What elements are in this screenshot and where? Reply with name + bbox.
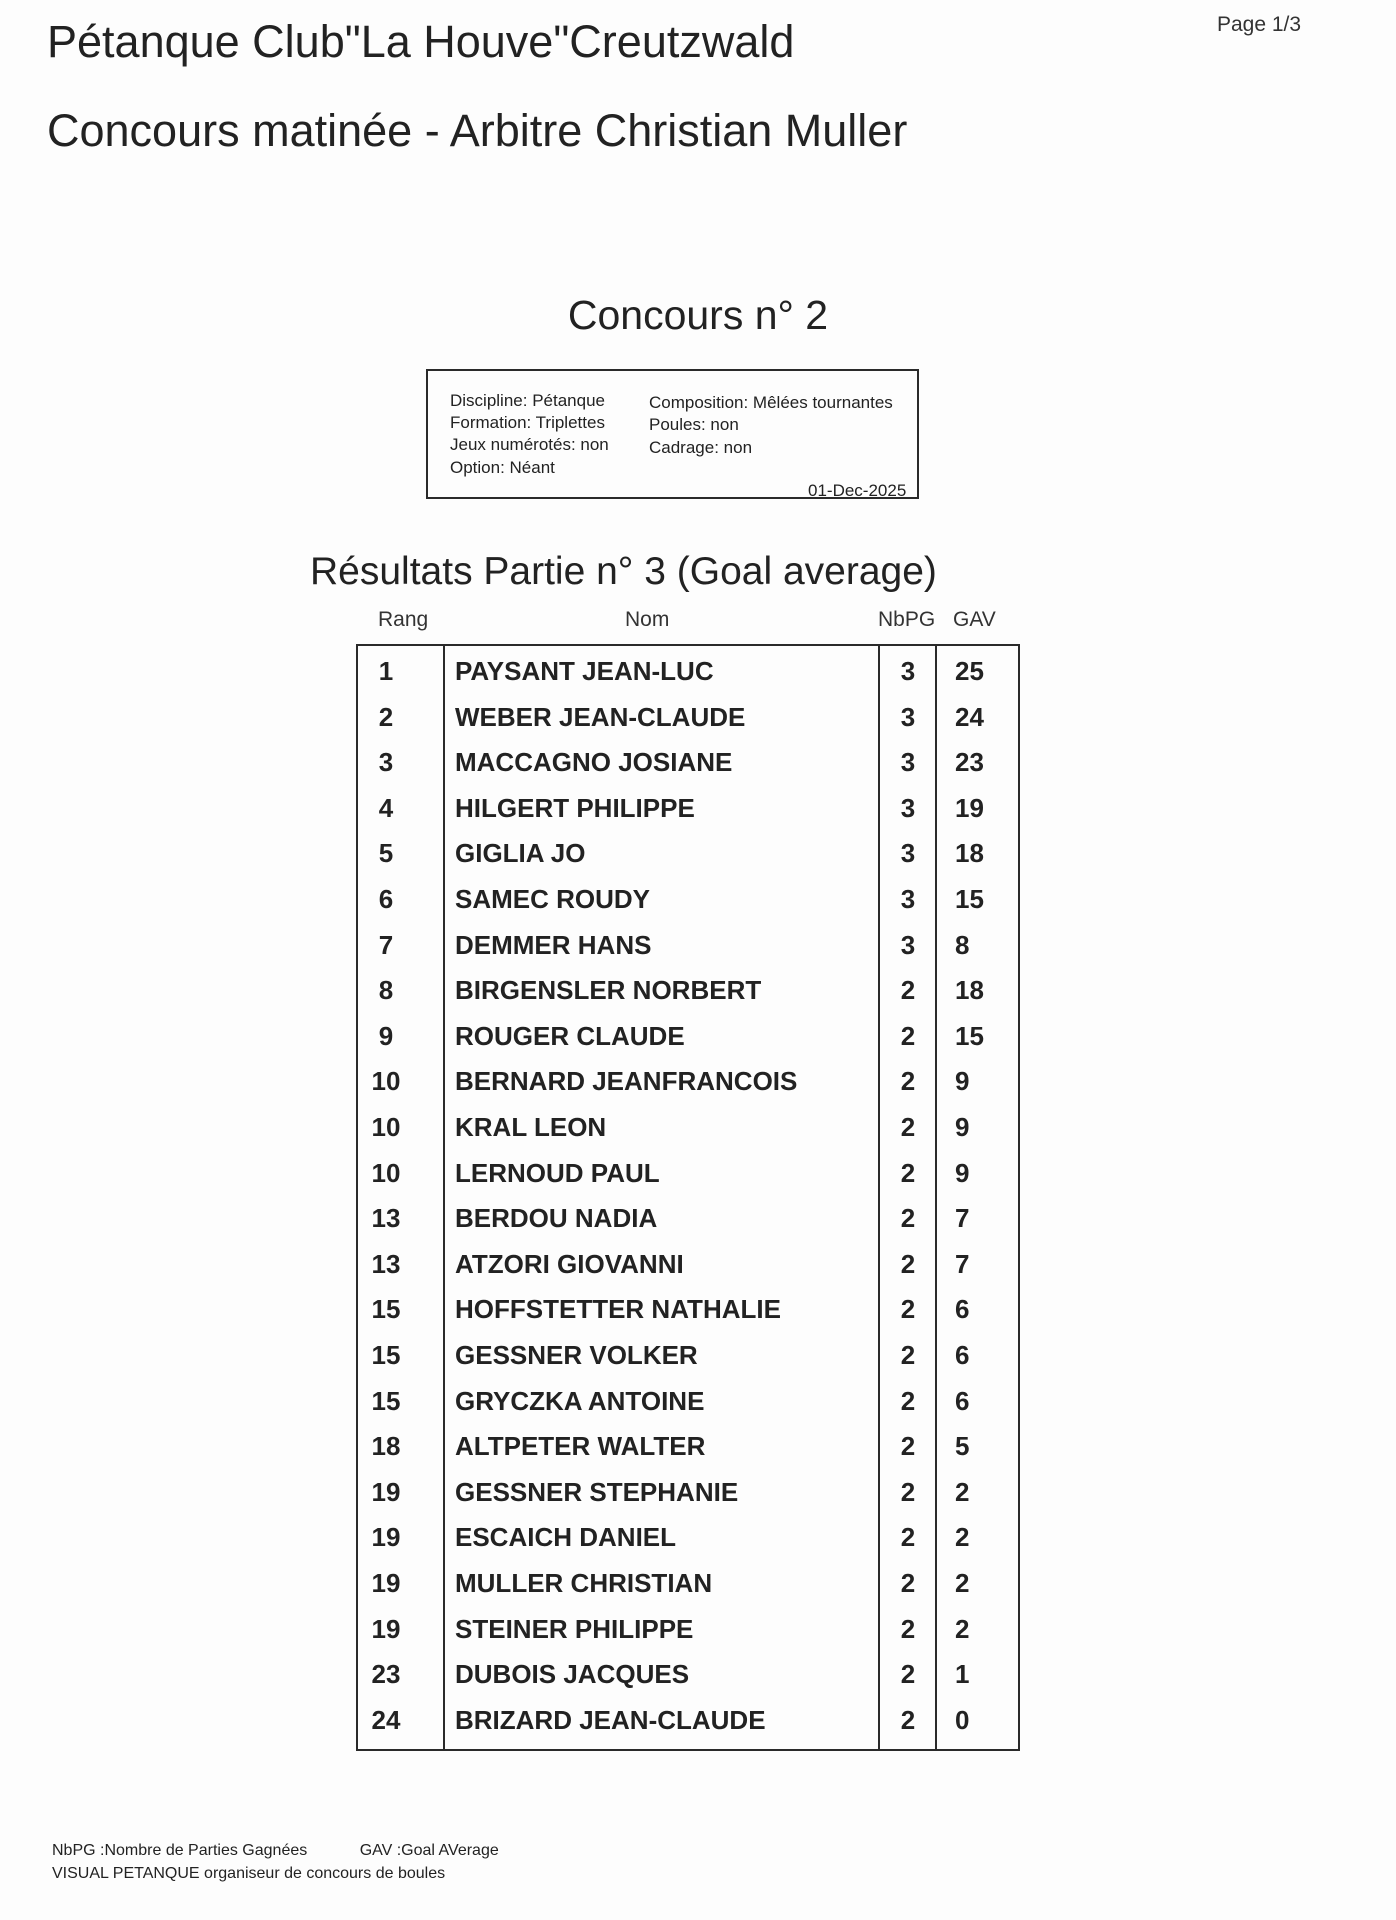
cell-nom: HOFFSTETTER NATHALIE [455, 1294, 781, 1325]
cell-nbpg: 2 [900, 1020, 916, 1051]
cell-nom: STEINER PHILIPPE [455, 1613, 694, 1644]
legend-gav: GAV :Goal AVerage [359, 1842, 499, 1859]
cell-nom: SAMEC ROUDY [455, 884, 651, 914]
column-header-rang: Rang [378, 608, 429, 631]
results-title: Résultats Partie n° 3 (Goal average) [310, 550, 937, 593]
cell-gav: 15 [955, 884, 984, 914]
cell-nom: ESCAICH DANIEL [455, 1522, 677, 1553]
column-header-nom: Nom [625, 608, 670, 631]
concours-title: Concours n° 2 [567, 292, 829, 338]
cell-nbpg: 2 [900, 975, 916, 1006]
cell-nom: BRIZARD JEAN-CLAUDE [455, 1704, 766, 1735]
cell-gav: 5 [955, 1431, 970, 1462]
cell-nom: BIRGENSLER NORBERT [455, 975, 762, 1006]
cell-rang: 13 [371, 1203, 401, 1234]
cell-rang: 19 [371, 1522, 401, 1553]
cell-gav: 8 [955, 929, 970, 960]
cell-nbpg: 2 [900, 1157, 916, 1188]
page-number: Page 1/3 [1217, 13, 1302, 36]
cell-gav: 25 [955, 656, 984, 686]
cell-rang: 1 [378, 656, 394, 686]
cell-rang: 2 [378, 701, 394, 732]
cell-gav: 6 [955, 1340, 970, 1370]
cell-nom: BERNARD JEANFRANCOIS [455, 1066, 798, 1097]
cell-nom: LERNOUD PAUL [455, 1157, 660, 1188]
cell-rang: 18 [371, 1431, 401, 1462]
column-divider [878, 644, 880, 1751]
info-option: Option: Néant [450, 458, 555, 477]
cell-nom: WEBER JEAN-CLAUDE [455, 701, 746, 732]
cell-nom: GESSNER VOLKER [455, 1340, 698, 1370]
cell-gav: 18 [955, 975, 984, 1006]
cell-nbpg: 3 [900, 792, 916, 823]
cell-nbpg: 2 [900, 1659, 916, 1690]
info-box [426, 369, 919, 499]
cell-nbpg: 3 [900, 838, 916, 869]
cell-nbpg: 2 [900, 1203, 916, 1234]
cell-rang: 6 [378, 884, 394, 914]
cell-nbpg: 2 [900, 1066, 916, 1097]
cell-nom: PAYSANT JEAN-LUC [455, 656, 714, 686]
cell-rang: 4 [378, 792, 394, 823]
cell-gav: 15 [955, 1020, 984, 1051]
cell-gav: 0 [955, 1704, 970, 1735]
cell-gav: 23 [955, 747, 984, 778]
column-divider [935, 644, 937, 1751]
cell-rang: 8 [378, 975, 394, 1006]
cell-nbpg: 2 [900, 1476, 916, 1507]
cell-nbpg: 2 [900, 1294, 916, 1325]
cell-rang: 3 [378, 747, 394, 778]
cell-rang: 13 [371, 1248, 401, 1279]
cell-gav: 24 [955, 701, 984, 732]
cell-nbpg: 2 [900, 1522, 916, 1553]
cell-nbpg: 2 [900, 1431, 916, 1462]
cell-rang: 9 [378, 1020, 394, 1051]
cell-rang: 5 [378, 838, 394, 869]
cell-nbpg: 2 [900, 1613, 916, 1644]
cell-gav: 7 [955, 1248, 970, 1279]
info-date: 01-Dec-2025 [808, 481, 907, 500]
cell-nom: KRAL LEON [455, 1112, 607, 1142]
cell-gav: 1 [955, 1659, 970, 1690]
cell-rang: 15 [371, 1340, 401, 1370]
cell-gav: 9 [955, 1112, 970, 1142]
cell-rang: 23 [371, 1659, 401, 1690]
cell-nom: GRYCZKA ANTOINE [455, 1385, 705, 1416]
cell-gav: 6 [955, 1294, 970, 1325]
cell-nbpg: 3 [900, 656, 916, 686]
cell-nbpg: 2 [900, 1340, 916, 1370]
cell-gav: 2 [955, 1613, 970, 1644]
cell-rang: 15 [371, 1385, 401, 1416]
cell-gav: 7 [955, 1203, 970, 1234]
cell-nbpg: 3 [900, 701, 916, 732]
cell-gav: 19 [955, 792, 984, 823]
cell-rang: 19 [371, 1568, 401, 1598]
cell-gav: 9 [955, 1066, 970, 1097]
cell-gav: 2 [955, 1568, 970, 1598]
cell-nom: GESSNER STEPHANIE [455, 1476, 739, 1507]
info-discipline: Discipline: Pétanque [450, 391, 605, 410]
cell-nom: MULLER CHRISTIAN [455, 1568, 713, 1598]
cell-nom: BERDOU NADIA [455, 1203, 658, 1234]
cell-nbpg: 2 [900, 1385, 916, 1416]
cell-nbpg: 2 [900, 1112, 916, 1142]
cell-gav: 2 [955, 1476, 970, 1507]
club-title: Pétanque Club"La Houve"Creutzwald [47, 16, 795, 67]
footer-legend [52, 1842, 499, 1860]
cell-nbpg: 2 [900, 1568, 916, 1598]
cell-nbpg: 2 [900, 1704, 916, 1735]
cell-rang: 10 [371, 1157, 401, 1188]
cell-nom: GIGLIA JO [455, 838, 586, 869]
cell-rang: 10 [371, 1066, 401, 1097]
cell-nom: ALTPETER WALTER [455, 1431, 706, 1462]
cell-nbpg: 3 [900, 747, 916, 778]
cell-gav: 6 [955, 1385, 970, 1416]
event-title: Concours matinée - Arbitre Christian Muller [47, 105, 908, 156]
cell-rang: 10 [371, 1112, 401, 1142]
cell-gav: 9 [955, 1157, 970, 1188]
column-header-nbpg: NbPG [878, 608, 936, 631]
cell-rang: 19 [371, 1476, 401, 1507]
cell-rang: 19 [371, 1613, 401, 1644]
info-cadrage: Cadrage: non [649, 438, 753, 457]
cell-nom: DUBOIS JACQUES [455, 1659, 690, 1690]
cell-gav: 2 [955, 1522, 970, 1553]
cell-nom: HILGERT PHILIPPE [455, 792, 695, 823]
cell-rang: 7 [378, 929, 394, 960]
cell-nom: ATZORI GIOVANNI [455, 1248, 684, 1279]
cell-nom: MACCAGNO JOSIANE [455, 747, 733, 778]
cell-nbpg: 3 [900, 929, 916, 960]
info-composition: Composition: Mêlées tournantes [649, 393, 893, 412]
cell-nbpg: 2 [900, 1248, 916, 1279]
cell-nom: ROUGER CLAUDE [455, 1020, 685, 1051]
cell-gav: 18 [955, 838, 984, 869]
footer-organizer: VISUAL PETANQUE organiseur de concours de boules [52, 1865, 446, 1882]
legend-nbpg: NbPG :Nombre de Parties Gagnées [52, 1842, 308, 1859]
cell-nbpg: 3 [900, 884, 916, 914]
info-poules: Poules: non [649, 415, 739, 434]
cell-nom: DEMMER HANS [455, 929, 652, 960]
info-formation: Formation: Triplettes [450, 413, 605, 432]
column-header-gav: GAV [953, 608, 996, 631]
column-divider [443, 644, 445, 1751]
cell-rang: 24 [371, 1704, 401, 1735]
cell-rang: 15 [371, 1294, 401, 1325]
info-jeux: Jeux numérotés: non [450, 435, 609, 454]
